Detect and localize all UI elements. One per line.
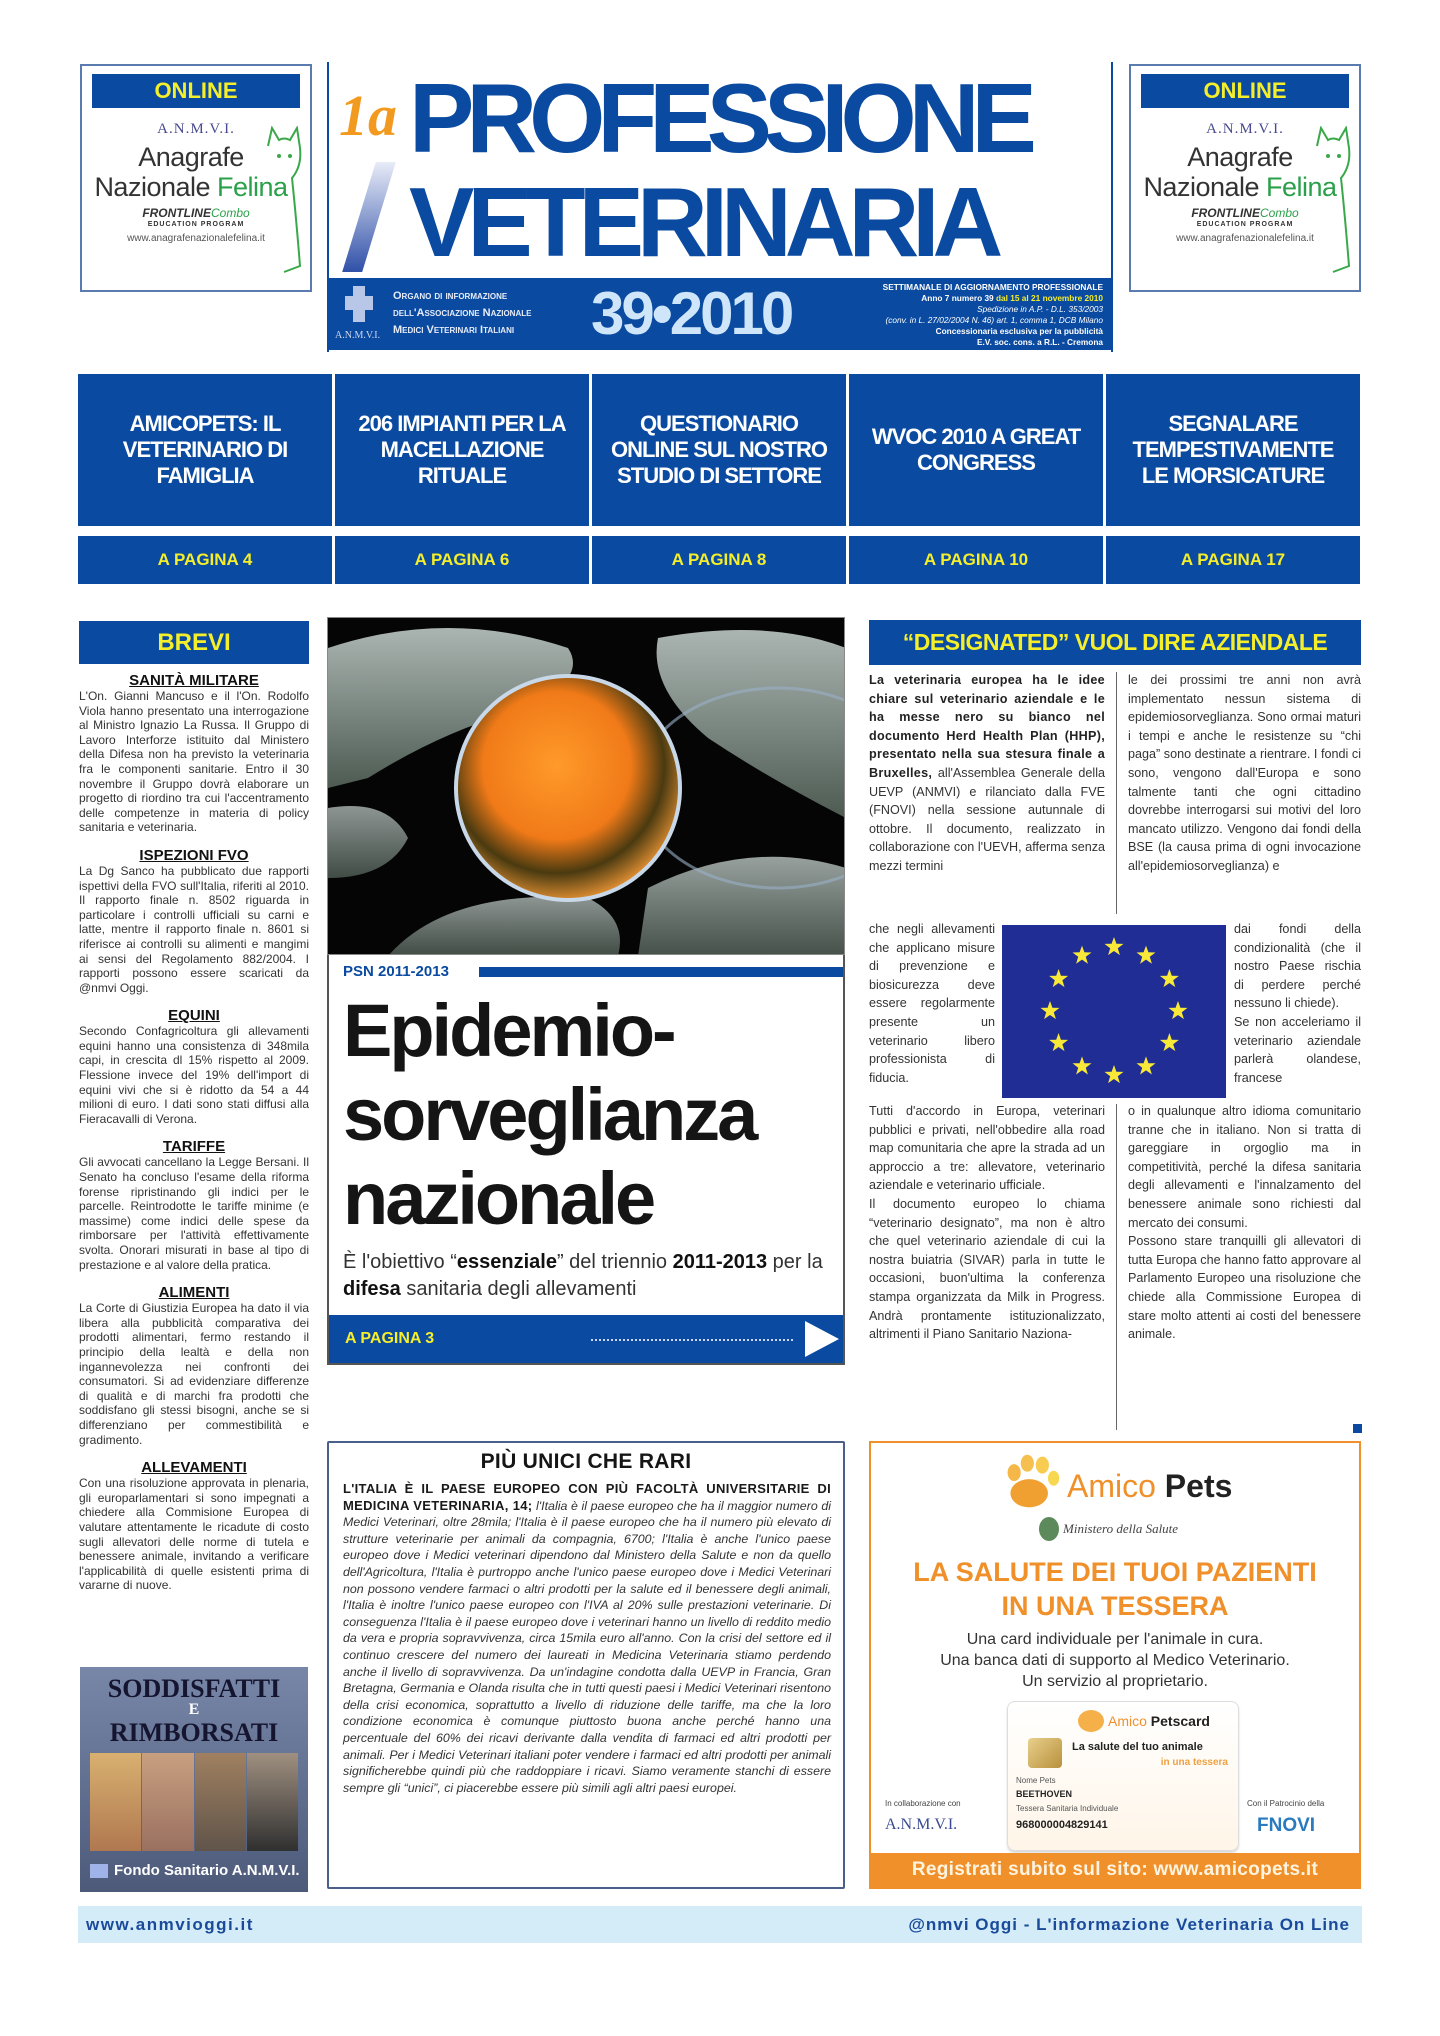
petscard-image bbox=[1007, 1701, 1239, 1851]
masthead-title-bottom: VETERINARIA bbox=[409, 167, 997, 277]
online-badge: ONLINE bbox=[92, 74, 300, 108]
paw-icon bbox=[1001, 1453, 1063, 1511]
star-icon bbox=[1041, 1001, 1060, 1019]
page-links-strip bbox=[78, 536, 1360, 584]
designated-col2-bottom bbox=[1128, 1102, 1361, 1420]
ad-fondo-footer bbox=[90, 1862, 298, 1880]
story-kicker: PSN 2011-2013 bbox=[343, 963, 449, 980]
designated-col2-top: le dei prossimi tre anni non avrà implementato nessun sistema di epidemiosorveglianza. Sono ormai maturi i tempi e anche le resistenze su “chi paga” sono destinate a rientrare. I fondi ci sono, vengono dall'Europa e sono talmente tanti che ogni cittadino dovrebbe interrogarsi sui motivi del loro mancato utilizzo. Vengono dai fondi della BSE (la causa prima di ogni invocazione all'epidemiosorveglianza) e bbox=[1128, 673, 1361, 873]
story-title-line: nazionale bbox=[343, 1157, 654, 1240]
subtitle-text: per la bbox=[767, 1251, 823, 1273]
star-icon bbox=[1073, 1056, 1092, 1074]
masthead bbox=[327, 62, 1113, 352]
promo-title-line1: Anagrafe bbox=[1187, 142, 1293, 172]
promo-url[interactable]: www.anagrafenazionalefelina.it bbox=[1176, 233, 1314, 244]
organ-line3: Medici Veterinari Italiani bbox=[393, 324, 515, 336]
designated-text: o in qualunque altro idioma comunitario tranne che in italiano. Non si tratta di gareggiare in orgoglio ma in competitività, perché la difesa sanitaria degli allevamenti e l'innalzamento del benessere animale sono richiesti dal mercato dei consumi. bbox=[1128, 1104, 1361, 1230]
ad-amicopets[interactable] bbox=[869, 1441, 1361, 1889]
page-link[interactable]: A PAGINA 10 bbox=[849, 536, 1103, 584]
designated-col2-wrap bbox=[1234, 920, 1361, 1098]
ad-fondo-line2: RIMBORSATI bbox=[109, 1718, 279, 1747]
brevi-item-text: Secondo Confagricoltura gli allevamenti equini hanno una consistenza di 348mila capi, in crescita dl 15% rispetto al 2009. Flessione invece del 19% dell'import di equini vivi che si è ridotto da 54 a 44 milioni di euro. I dati sono stati diffusi alla Fieracavalli di Verona. bbox=[79, 1024, 309, 1126]
anmvi-abbr: A.N.M.V.I. bbox=[335, 330, 381, 341]
page-link[interactable]: A PAGINA 17 bbox=[1106, 536, 1360, 584]
headline-wvoc[interactable]: WVOC 2010 A GREAT CONGRESS bbox=[849, 374, 1103, 526]
promo-anagrafe-felina-left[interactable] bbox=[80, 64, 312, 292]
amicopets-brand bbox=[1067, 1467, 1232, 1505]
online-badge: ONLINE bbox=[1141, 74, 1349, 108]
designated-header: “DESIGNATED” VUOL DIRE AZIENDALE bbox=[869, 620, 1361, 665]
combo-label: Combo bbox=[1259, 206, 1299, 220]
subtitle-text: ” del triennio bbox=[556, 1251, 673, 1273]
promo-url[interactable]: www.anagrafenazionalefelina.it bbox=[127, 233, 265, 244]
unici-title: PIÙ UNICI CHE RARI bbox=[480, 1450, 692, 1473]
column-rule bbox=[1116, 1104, 1117, 1430]
frontline-label: FRONTLINE bbox=[1191, 206, 1260, 220]
ad-photo-faces bbox=[90, 1753, 298, 1851]
brevi-item-text: La Corte di Giustizia Europea ha dato il via libera alla pubblicità comparativa dei prodotti alimentari, fermo restando il principio della lealtà e della non ingannevolezza nei confronti dei consumatori. Si ad evidenziare differenze di qualità e di marchi fra prodotti che soddisfano gli stessi bisogni, anche se si differenziano per commestibilità e gradimento. bbox=[79, 1301, 309, 1447]
face-photo bbox=[90, 1753, 141, 1851]
story-link-bar[interactable] bbox=[329, 1315, 843, 1363]
designated-text: Se non acceleriamo il veterinario aziendale parlerà olandese, francese bbox=[1234, 1014, 1361, 1085]
unici-body bbox=[343, 1481, 831, 1796]
masthead-title-top: PROFESSIONE bbox=[409, 63, 1029, 173]
designated-text: dai fondi della condizionalità (che il nostro Paese rischia di perdere perché nessuno li chiede). bbox=[1234, 922, 1361, 1011]
card-name: BEETHOVEN bbox=[1016, 1789, 1073, 1799]
star-icon bbox=[1169, 1001, 1188, 1019]
star-icon bbox=[1137, 946, 1156, 964]
organ-line2: dell'Associazione Nazionale bbox=[393, 307, 532, 319]
ad-fondo-sanitario[interactable] bbox=[80, 1667, 308, 1892]
subtitle-text: È l'obiettivo “ bbox=[343, 1251, 457, 1273]
unici-lead: L'ITALIA È IL PAESE EUROPEO CON PIÙ FACOLTÀ UNIVERSITARIE DI MEDICINA VETERINARIA, 14; bbox=[343, 1481, 831, 1513]
brevi-item-title: ALIMENTI bbox=[158, 1284, 230, 1302]
subtitle-bold: essenziale bbox=[456, 1251, 557, 1273]
brevi-item-title: SANITÀ MILITARE bbox=[129, 672, 259, 689]
fnovi-logo: FNOVI bbox=[1257, 1815, 1316, 1836]
unici-box bbox=[327, 1441, 845, 1889]
issue-dates: dal 15 al 21 novembre 2010 bbox=[995, 293, 1103, 303]
face-photo bbox=[195, 1753, 246, 1851]
frontline-label: FRONTLINE bbox=[142, 206, 211, 220]
anmvi-cross-icon bbox=[345, 286, 373, 322]
dotted-leader bbox=[591, 1339, 793, 1341]
subtitle-text: sanitaria degli allevamenti bbox=[400, 1278, 637, 1300]
cat-outline-icon bbox=[1313, 126, 1353, 276]
description-line: Una banca dati di supporto al Medico Veterinario. bbox=[940, 1652, 1290, 1669]
promo-title-line2: Nazionale bbox=[1143, 172, 1267, 202]
brevi-item-title: EQUINI bbox=[168, 1007, 220, 1025]
brand-amico: Amico bbox=[1067, 1468, 1165, 1504]
story-title-line: sorveglianza bbox=[343, 1073, 756, 1156]
organ-description bbox=[393, 288, 583, 339]
brevi-item-title: ISPEZIONI FVO bbox=[139, 846, 249, 864]
card-type: Tessera Sanitaria Individuale bbox=[1016, 1804, 1119, 1813]
brand-pets: Pets bbox=[1164, 1468, 1233, 1504]
petscard-brand bbox=[1108, 1712, 1210, 1730]
brevi-item-text: La Dg Sanco ha pubblicato due rapporti ispettivi della FVO sull'Italia, riferiti al 2010. Il rapporto finale n. 8502 riguarda in particolare i controlli ufficiali su carni e latte, mentre il rapporto finale n. 8601 si riferisce ai controlli su alimenti e mangimi ai sensi del Regolamento 882/2004. I rapporti possono essere scaricati da @nmvi Oggi. bbox=[79, 863, 309, 995]
headline-strip bbox=[78, 374, 1360, 526]
amicopets-register-cta[interactable]: Registrati subito sul sito: www.amicopets.it bbox=[871, 1853, 1359, 1887]
story-title[interactable] bbox=[343, 989, 755, 1241]
star-icon bbox=[1105, 1065, 1124, 1083]
promo-title-felina: Felina bbox=[217, 172, 288, 202]
ad-overlay-letter: E bbox=[188, 1701, 200, 1718]
ministry-seal-icon bbox=[1039, 1517, 1059, 1541]
page-link[interactable]: A PAGINA 4 bbox=[78, 536, 332, 584]
kicker-bar bbox=[479, 967, 843, 977]
collab-label: In collaborazione con bbox=[885, 1799, 961, 1808]
headline-impianti[interactable]: 206 IMPIANTI PER LA MACELLAZIONE RITUALE bbox=[335, 374, 589, 526]
info-line-text: (conv. in L. 27/02/2004 N. 46) art. 1, comma 1, DCB Milano bbox=[885, 315, 1103, 325]
star-icon bbox=[1049, 969, 1068, 987]
amicopets-tagline bbox=[871, 1555, 1359, 1623]
main-story bbox=[327, 955, 845, 1365]
promo-title-line2: Nazionale bbox=[94, 172, 218, 202]
cat-outline-icon bbox=[264, 126, 304, 276]
brevi-item-title: TARIFFE bbox=[162, 1138, 226, 1156]
info-line: SETTIMANALE DI AGGIORNAMENTO PROFESSIONALE bbox=[882, 282, 1103, 292]
brevi-item-title: ALLEVAMENTI bbox=[141, 1459, 247, 1477]
ad-fondo-footer-text: Fondo Sanitario A.N.M.V.I. bbox=[114, 1862, 300, 1879]
info-line bbox=[803, 293, 1103, 304]
designated-text: Possono stare tranquilli gli allevatori di tutta Europa che hanno fatto approvare al Parlamento Europeo una risoluzione che chiede alla Commissione Europea di stare molto attenti ai costi del benessere animale. bbox=[1128, 1234, 1361, 1342]
education-program-label: EDUCATION PROGRAM bbox=[1196, 221, 1294, 228]
article-end-mark bbox=[1353, 1424, 1362, 1433]
petri-dish-photo bbox=[327, 617, 845, 955]
face-photo bbox=[247, 1753, 298, 1851]
card-brand-amico: Amico bbox=[1108, 1713, 1151, 1729]
star-icon bbox=[1160, 1033, 1179, 1051]
designated-text: all'Assemblea Generale della UEVP (ANMVI) e rilanciato dalla FVE (FNOVI) nella sessione autunnale di ottobre. Il documento, realizzato in collaborazione con l'UEVH, afferma senza mezzi termini bbox=[869, 765, 1105, 873]
page-link[interactable]: A PAGINA 8 bbox=[592, 536, 846, 584]
column-rule bbox=[1116, 672, 1117, 914]
designated-col1-bottom bbox=[869, 1102, 1105, 1432]
headline-morsicature[interactable]: SEGNALARE TEMPESTIVAMENTE LE MORSICATURE bbox=[1106, 374, 1360, 526]
footer-site-link[interactable]: www.anmvioggi.it bbox=[86, 1915, 254, 1934]
story-subtitle bbox=[343, 1249, 823, 1303]
eu-flag-image bbox=[1002, 925, 1226, 1098]
info-line bbox=[803, 315, 1103, 326]
anmvi-cross-icon bbox=[90, 1864, 108, 1878]
card-number: 968000004829141 bbox=[1016, 1819, 1108, 1831]
education-program-label: EDUCATION PROGRAM bbox=[147, 221, 245, 228]
logo-v-stroke bbox=[342, 162, 396, 272]
face-photo bbox=[142, 1753, 193, 1851]
amicopets-description bbox=[871, 1629, 1359, 1692]
paw-icon bbox=[1078, 1710, 1104, 1732]
star-icon bbox=[1160, 969, 1179, 987]
description-line: Una card individuale per l'animale in cura. bbox=[966, 1631, 1264, 1648]
card-brand-petscard: Petscard bbox=[1150, 1713, 1210, 1729]
info-line: E.V. soc. cons. a R.L. - Cremona bbox=[976, 337, 1103, 347]
issue-number-text: Anno 7 numero 39 bbox=[921, 293, 996, 303]
promo-title-felina: Felina bbox=[1266, 172, 1337, 202]
star-icon bbox=[1137, 1056, 1156, 1074]
subtitle-bold: 2011-2013 bbox=[672, 1251, 768, 1273]
card-slogan: La salute del tuo animale bbox=[1072, 1741, 1203, 1753]
headline-questionario[interactable]: QUESTIONARIO ONLINE SUL NOSTRO STUDIO DI SETTORE bbox=[592, 374, 846, 526]
designated-lead: La veterinaria europea ha le idee chiare sul veterinario aziendale e le ha messe nero su bianco nel documento Herd Health Plan (HHP), presentato nella sua stesura finale a Bruxelles, bbox=[869, 673, 1105, 780]
issue-number: 39•2010 bbox=[591, 280, 792, 347]
arrow-right-icon[interactable] bbox=[805, 1321, 839, 1357]
story-title-line: Epidemio- bbox=[343, 989, 674, 1072]
combo-label: Combo bbox=[210, 206, 250, 220]
patronage-label: Con il Patrocinio della bbox=[1247, 1799, 1325, 1808]
info-line-text: Spedizione in A.P. - D.L. 353/2003 bbox=[977, 304, 1103, 314]
brevi-item-text: Gli avvocati cancellano la Legge Bersani. Il Senato ha concluso l'esame della riforma forense ripristinando gli indici per le parcelle. Reintrodotte le tariffe minime (e massime) come indici delle spese da rimborsare per l'attività effettivamente svolta. Onorari misurati in base al tipo di prestazione e al valore della pratica. bbox=[79, 1155, 309, 1272]
card-name-label: Nome Pets bbox=[1016, 1776, 1056, 1785]
star-icon bbox=[1073, 946, 1092, 964]
unici-text: l'Italia è il paese europeo che ha il maggior numero di Medici Veterinari, oltre 28mila; l'Italia è il paese europeo che ha il numero più elevato di strutture veterinarie per animali da compagnia, 6700; l'Italia è anche l'unico paese europeo dove i Medici veterinari dipendono dal Ministero della Salute e non da quello dell'Agricoltura, l'Italia è purtroppo anche l'unico paese europeo dove i Medici Veterinari non possono vendere farmaci o altri prodotti per la salute ed il benessere degli animali, l'Italia è inoltre l'unico paese europeo con l'IVA al 20% sulle prestazioni veterinarie. Di conseguenza l'Italia è il paese europeo dove i veterinari hanno un livello di reddito medio da vera e propria sopravvivenza, circa 15mila euro all'anno. Con la crisi del settore ed il continuo crescere del numero dei laureati in Medicina Veterinaria stiamo perdendo anche il livello di sopravvivenza. Da un'indagine condotta dalla UEVP in Francia, Gran Bretagna, Germania e Olanda risulta che in tutti questi paesi i Medici Veterinari risentono della crisi economica, soprattutto a livello di riduzione delle tariffe, ma che la loro condizione economica è comunque piuttosto buona anche perché hanno una percentuale del 60% dei ricavi derivante dalla vendita di farmaci ed altri prodotti per animali. Per i Medici Veterinari italiani poter vendere i farmaci ed altri prodotti per animali significherebbe quindi più che raddoppiare i ricavi. Siamo veramente stanchi di essere sempre gli “unici”, ci piacerebbe essere più simili agli altri paesi europei. bbox=[343, 1498, 831, 1795]
brevi-item-text: Con una risoluzione approvata in plenaria, gli europarlamentari si sono impegnati a chiedere alla Commisione Europea di valutare attentamente le ricadute di costo sugli allevatori delle norme di tutela e benessere animale, invitando a verificare l'applicabilità di quelle esistenti prima di vararne di nuove. bbox=[79, 1476, 309, 1593]
anmvi-logo: A.N.M.V.I. bbox=[157, 121, 235, 137]
anmvi-logo: A.N.M.V.I. bbox=[885, 1816, 958, 1833]
headline-amicopets[interactable]: AMICOPETS: IL VETERINARIO DI FAMIGLIA bbox=[78, 374, 332, 526]
brevi-item-text: L'On. Gianni Mancuso e il l'On. Rodolfo Viola hanno presentato una interrogazione al Ministro Ignazio La Russa. Il Gruppo di Lavoro Interforze istituito dal Ministero della Difesa non ha previsto la veterinaria fra le componenti sanitarie. Entro il 30 novembre il Gruppo dovrà elaborare un progetto di riordino tra cui l'accentramento delle competenze in materia di policy sanitaria e veterinaria. bbox=[79, 689, 309, 835]
star-icon bbox=[1049, 1033, 1068, 1051]
designated-col1-wrap: che negli allevamenti che applicano misure di prevenzione e biosicurezza deve essere regolarmente presente un veterinario libero professionista di fiducia. bbox=[869, 922, 995, 1085]
logo-orange-mark: 1a bbox=[339, 83, 397, 148]
card-chip-icon bbox=[1028, 1738, 1062, 1768]
ministry-label: Ministero della Salute bbox=[1063, 1521, 1179, 1536]
footer-bar bbox=[78, 1906, 1362, 1943]
description-line: Un servizio al proprietario. bbox=[1022, 1673, 1208, 1690]
designated-text: Tutti d'accordo in Europa, veterinari pubblici e privati, nell'obbedire alla road map comunitaria che apre la strada ad un approccio a tre: allevatore, veterinario aziendale e veterinario ufficiale. bbox=[869, 1104, 1105, 1193]
publication-info bbox=[803, 282, 1103, 348]
star-icon bbox=[1105, 937, 1124, 955]
info-line: Concessionaria esclusiva per la pubblicità bbox=[935, 326, 1103, 336]
organ-line1: Organo di informazione bbox=[393, 290, 508, 302]
brevi-header: BREVI bbox=[79, 621, 309, 664]
promo-title-line1: Anagrafe bbox=[138, 142, 244, 172]
tagline-line: LA SALUTE DEI TUOI PAZIENTI bbox=[913, 1557, 1317, 1587]
info-line bbox=[803, 304, 1103, 315]
promo-anagrafe-felina-right[interactable] bbox=[1129, 64, 1361, 292]
designated-text: Il documento europeo lo chiama “veterinario designato”, ma non è altro che quel veterinario aziendale di cui la nostra buiatria (SIVAR) parla in tutte le occasioni, buon'ultima la conferenza stampa organizzata da Milk in Progress. Andrà prontamente istituzionalizzato, altrimenti il Piano Sanitario Naziona- bbox=[869, 1196, 1105, 1342]
brevi-column bbox=[79, 672, 309, 1658]
masthead-band bbox=[329, 278, 1111, 350]
page-link[interactable]: A PAGINA 6 bbox=[335, 536, 589, 584]
petri-dish-illustration bbox=[328, 618, 845, 955]
story-page-link[interactable]: A PAGINA 3 bbox=[345, 1330, 435, 1347]
card-slogan-sub: in una tessera bbox=[1160, 1757, 1228, 1768]
designated-col1-top bbox=[869, 671, 1105, 914]
ad-fondo-line1: SODDISFATTI bbox=[107, 1674, 281, 1703]
anmvi-logo: A.N.M.V.I. bbox=[1206, 121, 1284, 137]
subtitle-bold: difesa bbox=[343, 1278, 401, 1300]
tagline-line: IN UNA TESSERA bbox=[1001, 1591, 1229, 1621]
eu-stars bbox=[1002, 925, 1226, 1098]
footer-tagline: @nmvi Oggi - L'informazione Veterinaria On Line bbox=[908, 1915, 1350, 1934]
